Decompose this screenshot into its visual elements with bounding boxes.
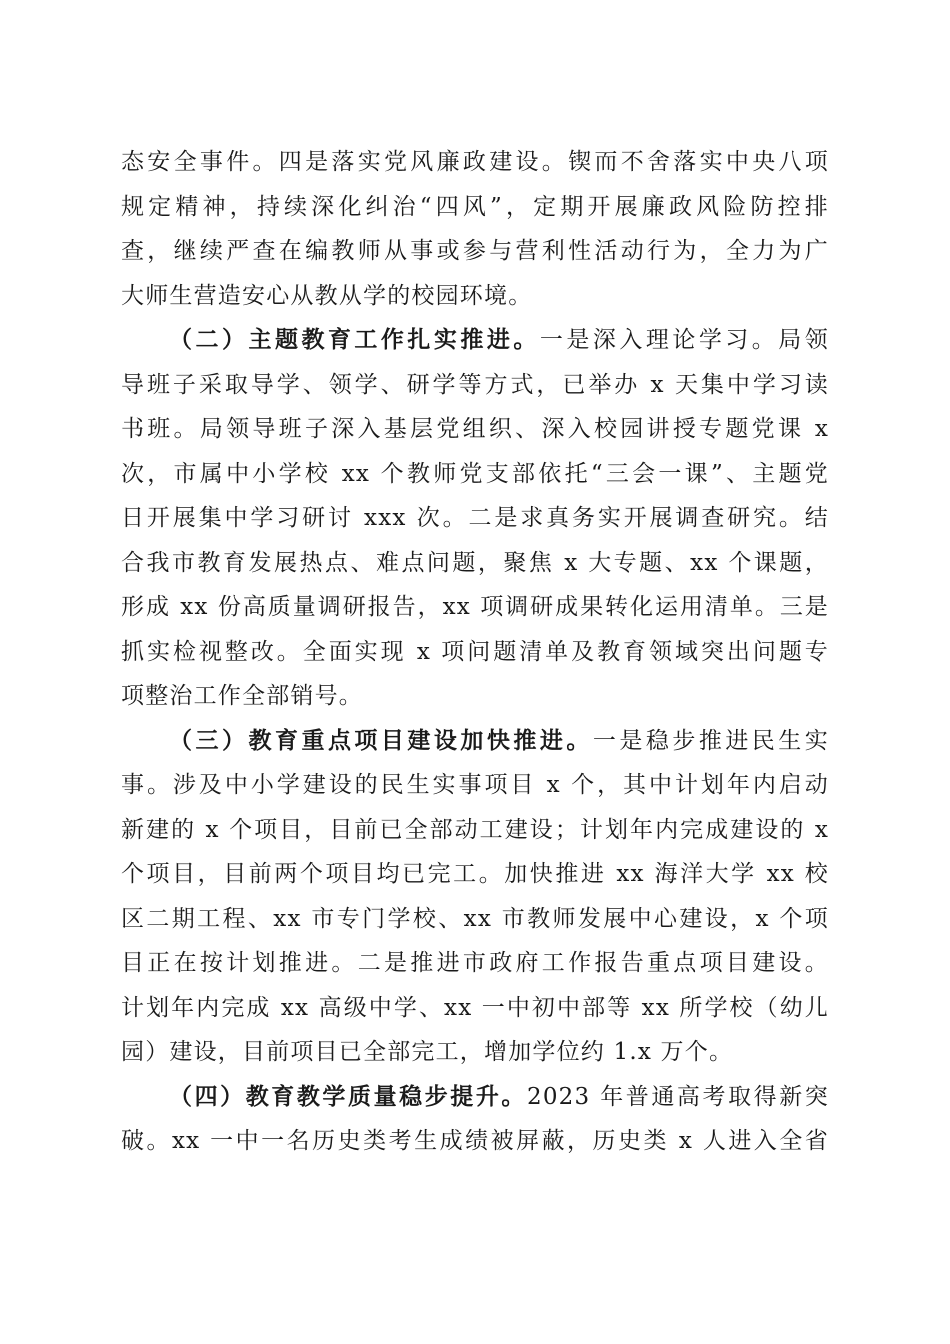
text-line: 项整治工作全部销号。 (121, 683, 363, 709)
section-heading: （二）主题教育工作扎实推进。 (169, 326, 540, 353)
text-line: 态安全事件。四是落实党风廉政建设。锲而不舍落实中央八项 (121, 149, 829, 175)
text-line: 导班子采取导学、领学、研学等方式，已举办 x 天集中学习读 (121, 371, 829, 398)
paragraph-p0 (121, 140, 829, 318)
text-line: 园）建设，目前项目已全部完工，增加学位约 1.x 万个。 (121, 1039, 734, 1065)
text-run: 2023 年普通高考取得新突 (527, 1083, 829, 1110)
text-line: 规定精神，持续深化纠治“四风”，定期开展廉政风险防控排 (121, 193, 829, 220)
text-line: 破。xx 一中一名历史类考生成绩被屏蔽，历史类 x 人进入全省 (121, 1128, 829, 1154)
text-line: 大师生营造安心从教从学的校园环境。 (121, 282, 533, 309)
text-line: 目正在按计划推进。二是推进市政府工作报告重点项目建设。 (121, 950, 829, 976)
document-body (121, 140, 829, 1164)
text-line: 区二期工程、xx 市专门学校、xx 市教师发展中心建设，x 个项 (121, 905, 829, 932)
text-line: 抓实检视整改。全面实现 x 项问题清单及教育领域突出问题专 (121, 638, 829, 665)
paragraph-p3 (121, 1075, 829, 1164)
text-line: 合我市教育发展热点、难点问题，聚焦 x 大专题、xx 个课题， (121, 549, 829, 576)
text-line: 事。涉及中小学建设的民生实事项目 x 个，其中计划年内启动 (121, 772, 829, 798)
paragraph-p1 (121, 318, 829, 719)
section-heading: （四）教育教学质量稳步提升。 (169, 1082, 527, 1110)
text-line (121, 318, 829, 363)
paragraph-p2 (121, 719, 829, 1075)
text-line: 个项目，目前两个项目均已完工。加快推进 xx 海洋大学 xx 校 (121, 861, 829, 887)
text-line: 形成 xx 份高质量调研报告，xx 项调研成果转化运用清单。三是 (121, 594, 829, 620)
text-line: 计划年内完成 xx 高级中学、xx 一中初中部等 xx 所学校（幼儿 (121, 994, 829, 1021)
text-line (121, 1075, 829, 1120)
text-run: 一是稳步推进民生实 (592, 727, 829, 754)
text-run: 一是深入理论学习。局领 (539, 327, 829, 353)
text-line: 日开展集中学习研讨 xxx 次。二是求真务实开展调查研究。结 (121, 505, 829, 531)
section-heading: （三）教育重点项目建设加快推进。 (169, 726, 593, 754)
text-line: 书班。局领导班子深入基层党组织、深入校园讲授专题党课 x (121, 416, 829, 442)
text-line: 新建的 x 个项目，目前已全部动工建设；计划年内完成建设的 x (121, 816, 829, 843)
text-line: 次，市属中小学校 xx 个教师党支部依托“三会一课”、主题党 (121, 460, 829, 487)
text-line: 查，继续严查在编教师从事或参与营利性活动行为，全力为广 (121, 238, 829, 264)
text-line (121, 719, 829, 764)
